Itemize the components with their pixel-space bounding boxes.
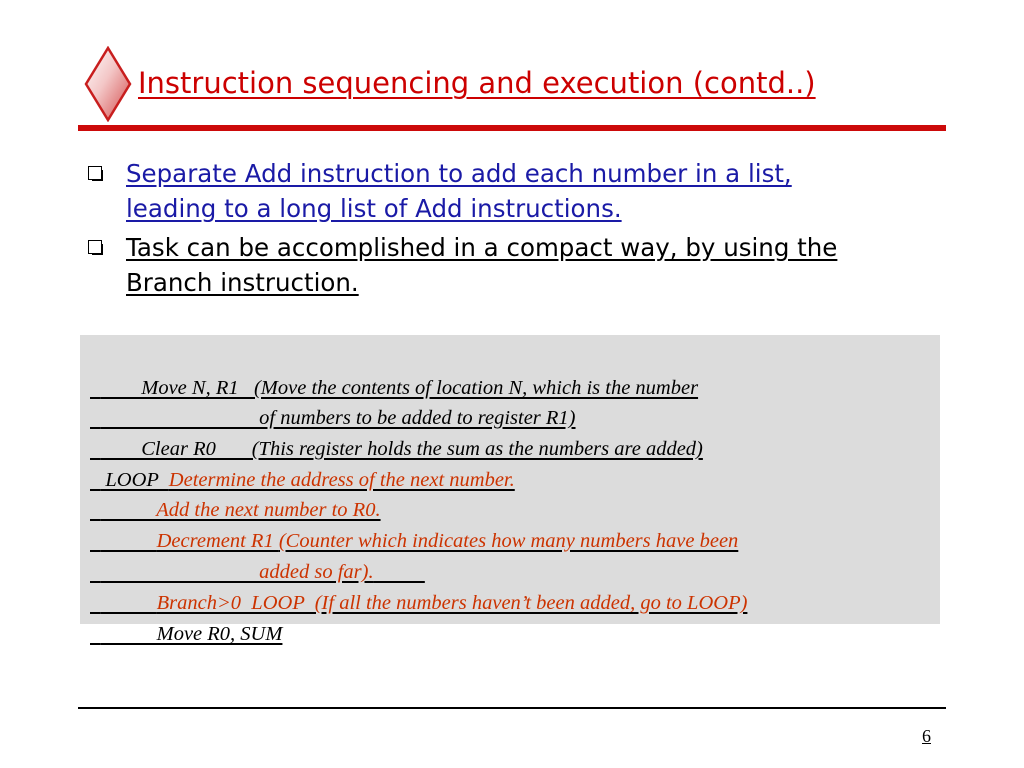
square-bullet-icon bbox=[88, 240, 102, 254]
slide-title: Instruction sequencing and execution (contd..) bbox=[138, 66, 816, 100]
code-segment: Move R0, SUM bbox=[100, 623, 283, 645]
bullet-text: Separate Add instruction to add each number in a list, leading to a long list of Add instructions. bbox=[126, 159, 792, 223]
code-segment: added so far). bbox=[100, 561, 374, 583]
diamond-icon bbox=[84, 46, 132, 122]
code-segment: (Counter which indicates how many numbers have been bbox=[278, 530, 739, 552]
code-line bbox=[90, 527, 425, 583]
code-segment: Clear R0 (This register holds the sum as the numbers are added) bbox=[100, 438, 703, 460]
code-segment: of numbers to be added to register R1) bbox=[100, 407, 576, 429]
code-line bbox=[90, 343, 699, 399]
code-line bbox=[90, 404, 703, 460]
bullet-item bbox=[88, 156, 878, 226]
bullet-item bbox=[88, 230, 878, 300]
code-line bbox=[90, 589, 283, 645]
code-line bbox=[90, 373, 576, 429]
title-divider bbox=[78, 125, 946, 131]
footer-divider bbox=[78, 707, 946, 709]
code-line bbox=[90, 435, 515, 491]
code-line bbox=[90, 496, 739, 552]
code-segment: Add the next number to R0. bbox=[100, 499, 381, 521]
code-segment: LOOP bbox=[100, 469, 169, 491]
square-bullet-icon bbox=[88, 166, 102, 180]
code-segment: Decrement R1 bbox=[156, 530, 279, 552]
code-line bbox=[90, 558, 748, 614]
bullet-text: Task can be accomplished in a compact way, by using the Branch instruction. bbox=[126, 233, 838, 297]
code-line bbox=[90, 465, 381, 521]
page-number: 6 bbox=[922, 726, 931, 746]
code-segment: Branch>0 LOOP (If all the numbers haven’t been added, go to LOOP) bbox=[156, 592, 748, 614]
code-segment: Determine the address of the next number. bbox=[168, 469, 515, 491]
code-segment: Move N, R1 (Move the contents of location N, which is the number bbox=[100, 377, 699, 399]
